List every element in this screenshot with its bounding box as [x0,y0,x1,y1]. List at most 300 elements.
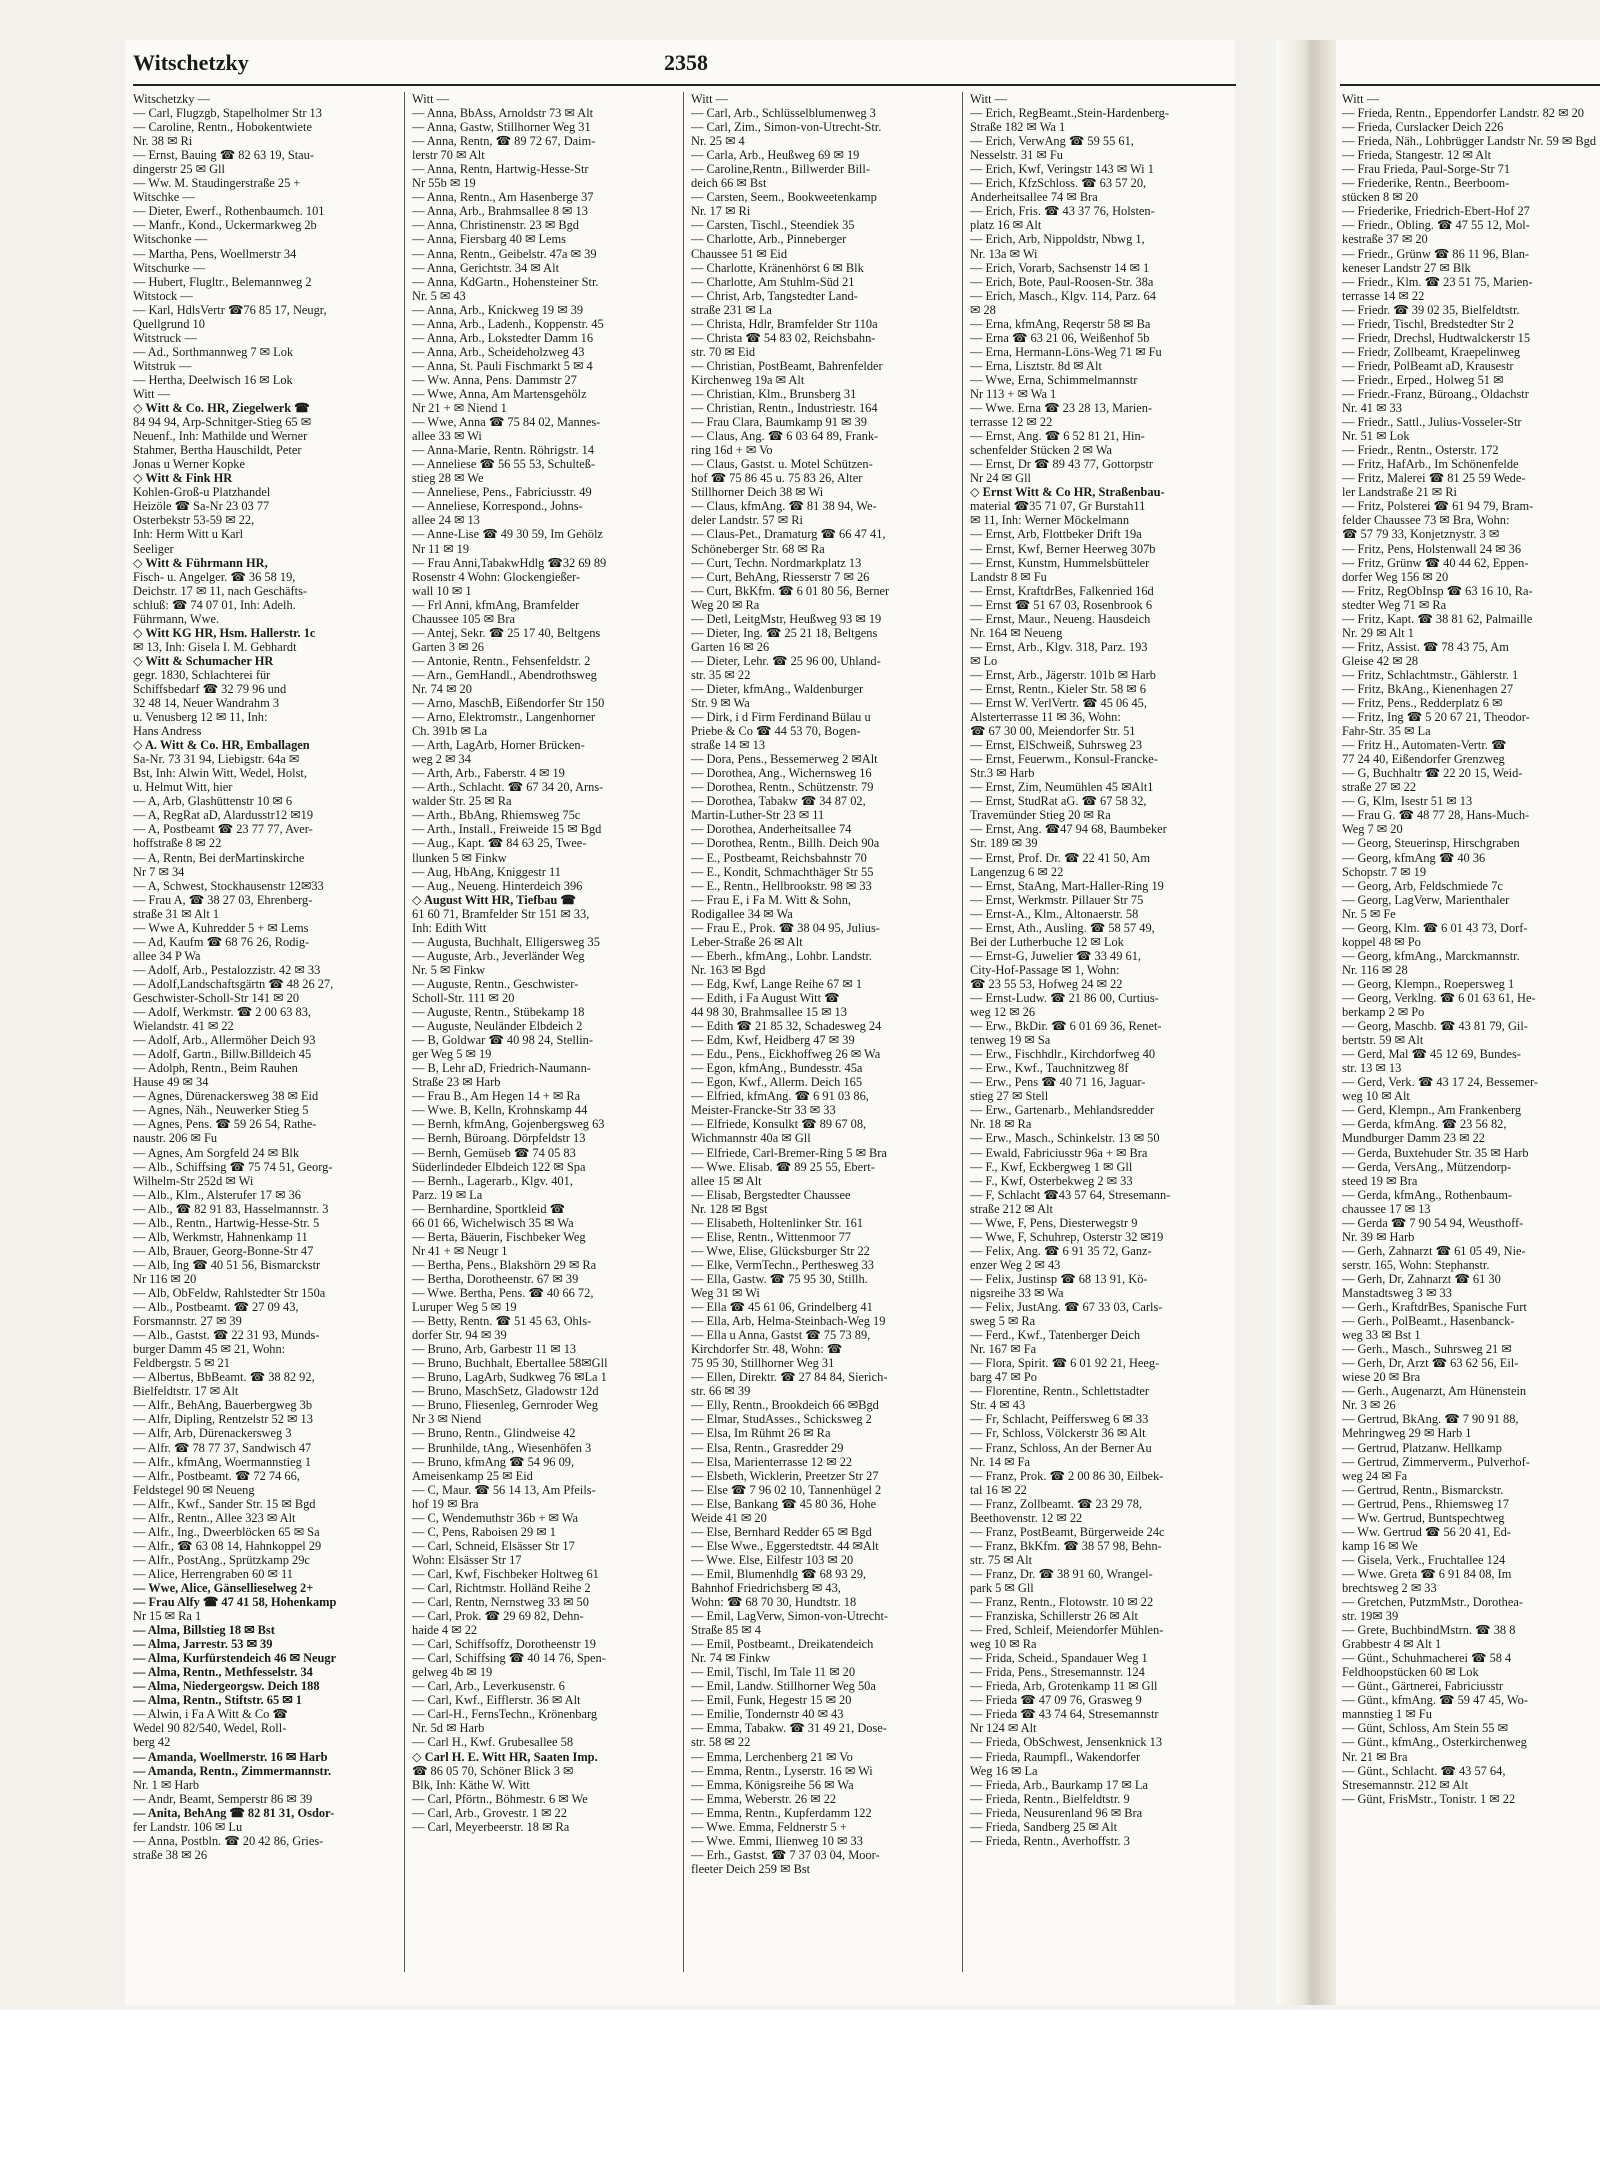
directory-entry: Weg 7 ✉ 20 [1342,822,1403,837]
directory-entry: — Erw., Masch., Schinkelstr. 13 ✉ 50 [970,1131,1160,1146]
directory-entry: Jonas u Werner Kopke [133,457,245,472]
directory-entry: — Ernst, Ang. ☎47 94 68, Baumbeker [970,822,1167,837]
directory-entry: — Christian, Klm., Brunsberg 31 [691,386,857,401]
directory-entry: Rosenstr 4 Wohn: Glockengießer- [412,569,581,584]
directory-entry: — Else, Bankang ☎ 45 80 36, Hohe [691,1496,877,1511]
directory-entry: — Erw., Pens ☎ 40 71 16, Jaguar- [970,1075,1146,1090]
directory-entry: — Dieter, Ewerf., Rothenbaumch. 101 [133,204,325,219]
directory-entry: — Alb., Gastst. ☎ 22 31 93, Munds- [133,1328,320,1343]
directory-entry: — Adolf, Gartn., Billw.Billdeich 45 [133,1047,312,1062]
directory-entry: — Dieter, kfmAng., Waldenburger [691,681,864,696]
directory-entry: 44 98 30, Brahmsallee 15 ✉ 13 [691,1005,847,1020]
directory-entry: — Alma, Niedergeorgsw. Deich 188 [133,1679,320,1694]
directory-entry: Witschetzky — [133,92,210,106]
directory-entry: — Günt., kfmAng., Osterkirchenweg [1342,1735,1527,1750]
directory-entry: Witt — [970,92,1008,106]
directory-entry: Führmann, Wwe. [133,611,220,626]
directory-entry: straße 14 ✉ 13 [691,738,766,753]
directory-entry: — Friedr, Zollbeamt, Kraepelinweg [1342,344,1521,359]
next-page-column [1342,92,1600,1806]
directory-entry: — Alb, Werkmstr, Hahnenkamp 11 [133,1229,308,1244]
directory-entry: str. 13 ✉ 13 [1342,1061,1402,1076]
directory-entry: — Georg, Verklng. ☎ 6 01 63 61, He- [1342,991,1536,1005]
directory-entry: u. Helmut Witt, hier [133,780,233,795]
directory-entry: — Alice, Herrengraben 60 ✉ 11 [133,1566,293,1581]
directory-entry: — Eberh., kfmAng., Lohbr. Landstr. [691,948,873,963]
directory-entry: — Alb, Ing ☎ 40 51 56, Bismarckstr [133,1257,321,1272]
directory-entry: — Alma, Billstieg 18 ✉ Bst [133,1623,275,1638]
directory-entry: — Georg, LagVerw, Marienthaler [1342,892,1510,907]
directory-entry: chaussee 17 ✉ 13 [1342,1201,1431,1216]
directory-entry: — Anna, Arb., Scheideholzweg 43 [412,344,585,359]
directory-entry: Nr. 29 ✉ Alt 1 [1342,625,1414,640]
directory-entry: — Ww. Gertrud, Buntspechtweg [1342,1510,1505,1525]
directory-entry: — Carla, Arb., Heußweg 69 ✉ 19 [691,148,860,163]
directory-entry: — Detl, LeitgMstr, Heußweg 93 ✉ 19 [691,611,882,626]
directory-entry: — Carl, Pförtn., Böhmestr. 6 ✉ We [412,1791,588,1806]
directory-entry: — Fr, Schlacht, Peiffersweg 6 ✉ 33 [970,1412,1149,1427]
directory-entry: — Caroline,Rentn., Billwerder Bill- [691,162,870,177]
directory-entry: — Frau Clara, Baumkamp 91 ✉ 39 [691,415,867,430]
directory-entry: — Carsten, Tischl., Steendiek 35 [691,218,855,233]
directory-entry: — Ernst, Arb., Jägerstr. 101b ✉ Harb [970,667,1156,682]
directory-entry: terrasse 14 ✉ 22 [1342,288,1425,303]
directory-entry: — C, Maur. ☎ 56 14 13, Am Pfeils- [412,1482,596,1497]
directory-entry: ☎ 86 05 70, Schöner Blick 3 ✉ [412,1763,574,1778]
directory-entry: — Erich, KfzSchloss. ☎ 63 57 20, [970,176,1147,191]
directory-entry: — Gerh, Zahnarzt ☎ 61 05 49, Nie- [1342,1243,1526,1258]
directory-entry: — Georg, Klempn., Roepersweg 1 [1342,976,1515,991]
directory-entry: — Curt, BehAng, Riesserstr 7 ✉ 26 [691,569,870,584]
directory-entry: Wohn: Elsässer Str 17 [412,1552,522,1567]
column-2 [412,92,674,1834]
directory-entry: — Friedr., Erped., Holweg 51 ✉ [1342,372,1504,387]
directory-entry: Nr 41 + ✉ Neugr 1 [412,1243,508,1258]
directory-entry: Beethovenstr. 12 ✉ 22 [970,1510,1083,1525]
directory-entry: — Fritz, BkAng., Kienenhagen 27 [1342,681,1514,696]
directory-entry: — Martha, Pens, Woellmerstr 34 [133,246,297,261]
directory-entry: 75 95 30, Stillhorner Weg 31 [691,1356,835,1371]
directory-entry: ☎ 57 79 33, Konjetznystr. 3 ✉ [1342,527,1500,542]
directory-entry: — Frau Alfy ☎ 47 41 58, Hohenkamp [133,1595,337,1610]
directory-entry: — Alma, Rentn., Stiftstr. 65 ✉ 1 [133,1693,302,1708]
directory-entry: — Günt., Gärtnerei, Fabriciusstr [1342,1679,1504,1694]
directory-entry: Travemünder Stieg 20 ✉ Ra [970,808,1111,823]
directory-entry: — Emma, Königsreihe 56 ✉ Wa [691,1777,854,1792]
directory-entry: — Emil, Postbeamt., Dreikatendeich [691,1637,874,1652]
directory-entry: — Christian, PostBeamt, Bahrenfelder [691,358,883,373]
directory-entry: — Anneliese ☎ 56 55 53, Schulteß- [412,457,596,472]
directory-entry: — Ernst, Kwf, Berner Heerweg 307b [970,541,1156,556]
directory-entry: fer Landstr. 106 ✉ Lu [133,1819,243,1834]
directory-entry: — Anna, Arb., Brahmsallee 8 ✉ 13 [412,204,588,219]
directory-entry: — Wwe. Elisab. ☎ 89 25 55, Ebert- [691,1159,875,1174]
directory-entry: — Agnes, Dürenackersweg 38 ✉ Eid [133,1089,319,1104]
directory-entry: — Carl, Meyerbeerstr. 18 ✉ Ra [412,1819,570,1834]
directory-entry: Nr 116 ✉ 20 [133,1271,197,1286]
directory-entry: Nr. 128 ✉ Bgst [691,1201,768,1216]
directory-entry: — Wwe. B, Kelln, Krohnskamp 44 [412,1103,588,1118]
directory-entry: Nr. 74 ✉ 20 [412,681,472,696]
directory-entry: — Wwe. Emmi, Ilienweg 10 ✉ 33 [691,1833,863,1848]
directory-entry: — Fritz, Schlachtmstr., Gählerstr. 1 [1342,667,1519,682]
directory-entry: — Aug., Neueng. Hinterdeich 396 [412,878,583,893]
directory-entry: Stresemannstr. 212 ✉ Alt [1342,1777,1469,1792]
directory-entry: Nr 15 ✉ Ra 1 [133,1609,202,1624]
directory-entry: — Wwe, F, Schuhrep, Osterstr 32 ✉19 [970,1229,1164,1244]
directory-entry: Nr. 13a ✉ Wi [970,246,1038,261]
directory-entry: Stillhorner Deich 38 ✉ Wi [691,485,824,500]
directory-entry: — Ernst-A., Klm., Altonaerstr. 58 [970,906,1139,921]
directory-entry: — Friedr., Rentn., Osterstr. 172 [1342,443,1499,458]
directory-entry: Nr. 17 ✉ Ri [691,204,751,219]
directory-entry: — Ella, Gastw. ☎ 75 95 30, Stillh. [691,1271,868,1286]
directory-entry: Wedel 90 82/540, Wedel, Roll- [133,1721,287,1736]
directory-entry: — Erh., Gastst. ☎ 7 37 03 04, Moor- [691,1847,880,1862]
directory-entry: 84 94 94, Arp-Schnitger-Stieg 65 ✉ [133,415,312,430]
directory-entry: — Frieda, Rentn., Averhoffstr. 3 [970,1833,1130,1848]
directory-entry: — Friedr, PolBeamt aD, Krausestr [1342,358,1514,373]
directory-entry: Alsterterrasse 11 ✉ 36, Wohn: [970,710,1121,725]
directory-entry: — Anna, Gerichtstr. 34 ✉ Alt [412,260,560,275]
directory-entry: — Elly, Rentn., Brookdeich 66 ✉Bgd [691,1398,879,1413]
directory-entry: Weg 20 ✉ Ra [691,597,760,612]
directory-entry: Nr. 74 ✉ Finkw [691,1651,771,1666]
directory-entry: — Arth., Schlacht. ☎ 67 34 20, Arns- [412,780,604,795]
directory-entry: — Friederike, Friedrich-Ebert-Hof 27 [1342,204,1530,219]
directory-entry: — Frieda, Curslacker Deich 226 [1342,120,1504,135]
directory-entry: — Georg, Maschb. ☎ 43 81 79, Gil- [1342,1019,1528,1034]
directory-entry: — Emma, Tabakw. ☎ 31 49 21, Dose- [691,1721,887,1736]
directory-entry: fleeter Deich 259 ✉ Bst [691,1861,811,1876]
directory-entry: Parz. 19 ✉ La [412,1187,483,1202]
directory-entry: ◇ A. Witt & Co. HR, Emballagen [133,738,310,753]
directory-entry: — Ww. Gertrud ☎ 56 20 41, Ed- [1342,1524,1511,1539]
directory-entry: — Frau A, ☎ 38 27 03, Ehrenberg- [133,892,313,907]
directory-entry: Fahr-Str. 35 ✉ La [1342,724,1431,739]
directory-entry: — Arno, MaschB, Eißendorfer Str 150 [412,696,605,711]
directory-entry: — Arn., GemHandl., Abendrothsweg [412,667,597,682]
next-page-header-rule [1340,84,1600,86]
directory-entry: weg 10 ✉ Ra [970,1637,1037,1652]
directory-entry: Süderlindeder Elbdeich 122 ✉ Spa [412,1159,586,1174]
directory-entry: — Bernh, kfmAng, Gojenbergsweg 63 [412,1117,605,1132]
directory-entry: Nr. 116 ✉ 28 [1342,962,1408,977]
directory-entry: — Günt, FrisMstr., Tonistr. 1 ✉ 22 [1342,1791,1516,1806]
directory-entry: — Franz, Zollbeamt. ☎ 23 29 78, [970,1496,1143,1511]
directory-entry: — Bruno, LagArb, Sudkweg 76 ✉La 1 [412,1370,607,1385]
column-divider [404,92,405,1972]
directory-entry: — Adolf, Arb., Pestalozzistr. 42 ✉ 33 [133,962,321,977]
directory-entry: Fisch- u. Angelger. ☎ 36 58 19, [133,569,296,584]
directory-entry: — Elsa, Rentn., Grasredder 29 [691,1440,844,1455]
directory-entry: straße 212 ✉ Alt [970,1201,1053,1216]
directory-entry: — Emma, Lerchenberg 21 ✉ Vo [691,1749,853,1764]
directory-entry: Deichstr. 17 ✉ 11, nach Geschäfts- [133,583,308,598]
directory-entry: — Bernhardine, Sportkleid ☎ [412,1201,566,1216]
directory-entry: — Emil, Blumenhdlg ☎ 68 93 29, [691,1566,867,1581]
directory-entry: str. 35 ✉ 22 [691,667,751,682]
directory-entry: — Friedr., Obling. ☎ 47 55 12, Mol- [1342,218,1530,233]
directory-entry: — Charlotte, Kränenhörst 6 ✉ Blk [691,260,864,275]
directory-entry: — Agnes, Pens. ☎ 59 26 54, Rathe- [133,1117,317,1132]
directory-entry: stieg 28 ✉ We [412,471,484,486]
directory-entry: stücken 8 ✉ 20 [1342,190,1419,205]
blank-margin [0,2010,1600,2177]
directory-entry: — Fritz, Polsterei ☎ 61 94 79, Bram- [1342,499,1534,514]
directory-entry: Straße 182 ✉ Wa 1 [970,120,1066,135]
directory-entry: — Fritz, Assist. ☎ 78 43 75, Am [1342,639,1509,654]
directory-entry: — Ernst, Werkmstr. Pillauer Str 75 [970,892,1144,907]
directory-entry: — Anneliese, Pens., Fabriciusstr. 49 [412,485,592,500]
directory-entry: — Anna, Arb., Ladenh., Koppenstr. 45 [412,316,604,331]
directory-entry: — Alfr., Postbeamt. ☎ 72 74 66, [133,1468,300,1483]
directory-entry: — Gerda, Buxtehuder Str. 35 ✉ Harb [1342,1145,1529,1160]
directory-entry: — Franz, PostBeamt, Bürgerweide 24c [970,1524,1165,1539]
directory-entry: lerstr 70 ✉ Alt [412,148,485,163]
directory-entry: — Carl-H., FernsTechn., Krönenbarg [412,1707,598,1722]
directory-entry: Witt — [412,92,450,106]
directory-entry: — Hubert, Flugltr., Belemannweg 2 [133,274,312,289]
directory-entry: — Dorothea, Rentn., Billh. Deich 90a [691,836,880,851]
directory-entry: — Ernst, Arb., Klgv. 318, Parz. 193 [970,639,1148,654]
directory-entry: — Alfr., PostAng., Sprützkamp 29c [133,1552,310,1567]
directory-entry: — A, Schwest, Stockhausenstr 12✉33 [133,878,324,893]
directory-entry: — Elfriede, Konsulkt ☎ 89 67 08, [691,1117,867,1132]
directory-entry: — Gerh, Dr, Arzt ☎ 63 62 56, Eil- [1342,1356,1519,1371]
directory-entry: Nr 113 + ✉ Wa 1 [970,386,1057,401]
directory-entry: — Elsbeth, Wicklerin, Preetzer Str 27 [691,1468,879,1483]
directory-entry: mannstieg 1 ✉ Fu [1342,1707,1432,1722]
directory-entry: — Alb., ☎ 82 91 83, Hasselmannstr. 3 [133,1201,329,1216]
directory-entry: Manstadtsweg 3 ✉ 33 [1342,1285,1452,1300]
directory-entry: — Ferd., Kwf., Tatenberger Deich [970,1328,1141,1343]
directory-entry: dorfer Weg 156 ✉ 20 [1342,569,1449,584]
directory-entry: schluß: ☎ 74 07 01, Inh: Adelh. [133,597,296,612]
directory-entry: — Aug., Kapt. ☎ 84 63 25, Twee- [412,836,587,851]
directory-entry: — Dieter, Ing. ☎ 25 21 18, Beltgens [691,625,878,640]
directory-entry: — Erna ☎ 63 21 06, Weißenhof 5b [970,330,1150,345]
directory-entry: felder Chaussee 73 ✉ Bra, Wohn: [1342,513,1510,528]
directory-entry: — Frieda, Rentn., Bielfeldtstr. 9 [970,1791,1130,1806]
directory-entry: — Georg, Steuerinsp, Hirschgraben [1342,836,1520,851]
directory-entry: City-Hof-Passage ✉ 1, Wohn: [970,962,1120,977]
directory-entry: Schopstr. 7 ✉ 19 [1342,864,1427,879]
page-number: 2358 [664,50,708,75]
directory-entry: — Claus, Ang. ☎ 6 03 64 89, Frank- [691,429,879,444]
directory-entry: — G, Buchhaltr ☎ 22 20 15, Weid- [1342,766,1523,781]
directory-entry: — Bruno, Buchhalt, Ebertallee 58✉Gll [412,1356,608,1371]
directory-entry: — Gertrud, Platzanw. Hellkamp [1342,1440,1502,1455]
directory-entry: — Elise, Rentn., Wittenmoor 77 [691,1229,851,1244]
directory-entry: Quellgrund 10 [133,316,205,331]
directory-entry: — Erw., Fischhdlr., Kirchdorfweg 40 [970,1047,1156,1062]
directory-entry: — Dorothea, Anderheitsallee 74 [691,822,852,837]
directory-entry: — Elfried, kfmAng. ☎ 6 91 03 86, [691,1089,869,1104]
directory-entry: — Gerd, Mal ☎ 45 12 69, Bundes- [1342,1047,1521,1062]
directory-entry: — Else, Bernhard Redder 65 ✉ Bgd [691,1524,872,1539]
directory-entry: — Arth, Arb., Faberstr. 4 ✉ 19 [412,766,565,781]
directory-entry: — Frida, Scheid., Spandauer Weg 1 [970,1651,1148,1666]
directory-entry: nigsreihe 33 ✉ Wa [970,1285,1064,1300]
directory-entry: Weg 31 ✉ Wi [691,1285,760,1300]
directory-entry: Scholl-Str. 111 ✉ 20 [412,991,515,1005]
directory-entry: Nr. 18 ✉ Ra [970,1117,1032,1132]
directory-entry: Nr. 5 ✉ Fe [1342,906,1396,921]
directory-entry: Leber-Straße 26 ✉ Alt [691,934,803,949]
directory-entry: — Wwe. Else, Eilfestr 103 ✉ 20 [691,1552,854,1567]
directory-entry: — Alb., Klm., Alsterufer 17 ✉ 36 [133,1187,302,1202]
directory-entry: — Dirk, i d Firm Ferdinand Bülau u [691,710,871,725]
directory-entry: — Friedr.-Franz, Büroang., Oldachstr [1342,386,1529,401]
directory-entry: — Wwe, Anna ☎ 75 84 02, Mannes- [412,415,601,430]
directory-entry: — A, Arb, Glashüttenstr 10 ✉ 6 [133,794,293,809]
directory-entry: — Franz, BkKfm. ☎ 38 57 98, Behn- [970,1538,1162,1553]
directory-entry: sweg 5 ✉ Ra [970,1314,1036,1329]
directory-entry: Nr. 39 ✉ Harb [1342,1229,1415,1244]
directory-entry: — Christian, Rentn., Industriestr. 164 [691,401,878,416]
directory-entry: — Frau Frieda, Paul-Sorge-Str 71 [1342,162,1511,177]
directory-entry: — Caroline, Rentn., Hobokentwiete [133,120,312,135]
running-head: Witschetzky [133,50,249,75]
directory-entry: — Bruno, kfmAng ☎ 54 96 09, [412,1454,575,1469]
directory-entry: — Elsa, Marienterrasse 12 ✉ 22 [691,1454,853,1469]
directory-entry: Straße 85 ✉ 4 [691,1623,761,1638]
directory-entry: — Antonie, Rentn., Fehsenfeldstr. 2 [412,653,591,668]
directory-entry: — Alb., Postbeamt. ☎ 27 09 43, [133,1300,299,1315]
directory-entry: — Emil, Funk, Hegestr 15 ✉ 20 [691,1693,852,1708]
directory-entry: 32 48 14, Neuer Wandrahm 3 [133,696,280,711]
directory-entry: hoffstraße 8 ✉ 22 [133,836,222,851]
directory-entry: ◇ Witt & Co. HR, Ziegelwerk ☎ [133,401,310,416]
directory-entry: — Charlotte, Arb., Pinneberger [691,232,847,247]
directory-entry: Schöneberger Str. 68 ✉ Ra [691,541,825,556]
directory-entry: tenweg 19 ✉ Sa [970,1033,1051,1048]
directory-entry: — Ernst, Bauing ☎ 82 63 19, Stau- [133,148,314,163]
directory-entry: Witschurke — [133,260,206,275]
directory-entry: — Günt., Schlacht. ☎ 43 57 64, [1342,1763,1506,1778]
directory-entry: — Frieda, Raumpfl., Wakendorfer [970,1749,1141,1764]
directory-entry: — Franz, Schloss, An der Berner Au [970,1440,1152,1455]
directory-entry: Sa-Nr. 73 31 94, Liebigstr. 64a ✉ [133,752,300,767]
directory-entry: — Anna, BbAss, Arnoldstr 73 ✉ Alt [412,106,594,121]
directory-entry: ler Landstraße 21 ✉ Ri [1342,485,1457,500]
directory-entry: — Alfr., ☎ 63 08 14, Hahnkoppel 29 [133,1538,322,1553]
directory-entry: — A, Rentn, Bei derMartinskirche [133,850,305,865]
directory-entry: — Wwe A, Kuhredder 5 + ✉ Lems [133,920,309,935]
directory-entry: dingerstr 25 ✉ Gll [133,162,225,177]
directory-entry: — Anna, Rentn., Geibelstr. 47a ✉ 39 [412,246,597,261]
directory-entry: — Erich, Vorarb, Sachsenstr 14 ✉ 1 [970,260,1150,275]
directory-entry: — Anna, Fiersbarg 40 ✉ Lems [412,232,567,247]
directory-entry: Feldbergstr. 5 ✉ 21 [133,1356,230,1371]
directory-entry: Str. 9 ✉ Wa [691,696,750,711]
directory-entry: str. 75 ✉ Alt [970,1552,1033,1567]
directory-entry: — Carl, Schiffsing ☎ 40 14 76, Spen- [412,1651,606,1666]
directory-entry: — Felix, Ang. ☎ 6 91 35 72, Ganz- [970,1243,1152,1258]
directory-entry: — Frieda, ObSchwest, Jensenknick 13 [970,1735,1163,1750]
directory-entry: — Anna, Arb., Knickweg 19 ✉ 39 [412,302,584,317]
directory-entry: — Erw., BkDir. ☎ 6 01 69 36, Renet- [970,1019,1162,1034]
directory-entry: — Fritz H., Automaten-Vertr. ☎ [1342,738,1507,753]
directory-entry: — Friederike, Rentn., Beerboom- [1342,176,1510,191]
directory-entry: — Anna, Arb., Lokstedter Damm 16 [412,330,594,345]
directory-entry: Anderheitsallee 74 ✉ Bra [970,190,1098,205]
directory-entry: 77 24 40, Eißendorfer Grenzweg [1342,752,1505,767]
directory-entry: — Gertrud, BkAng. ☎ 7 90 91 88, [1342,1412,1519,1427]
directory-entry: Gleise 42 ✉ 28 [1342,653,1419,668]
directory-entry: Nr 124 ✉ Alt [970,1721,1037,1736]
directory-entry: Kohlen-Groß-u Platzhandel [133,485,271,500]
directory-entry: — Claus, kfmAng. ☎ 81 38 94, We- [691,499,877,514]
directory-entry: — Elisab, Bergstedter Chaussee [691,1187,851,1202]
directory-entry: 66 01 66, Wichelwisch 35 ✉ Wa [412,1215,574,1230]
directory-entry: Straße 23 ✉ Harb [412,1075,501,1090]
directory-entry: Kirchenweg 19a ✉ Alt [691,372,805,387]
directory-entry: — B, Goldwar ☎ 40 98 24, Stellin- [412,1033,593,1048]
directory-entry: str. 66 ✉ 39 [691,1384,751,1399]
directory-entry: — Fr, Schloss, Völckerstr 36 ✉ Alt [970,1426,1146,1441]
directory-entry: bertstr. 59 ✉ Alt [1342,1033,1424,1048]
directory-entry: — Fritz, RegObInsp ☎ 63 16 10, Ra- [1342,583,1533,598]
directory-entry: gegr. 1830, Schlachterei für [133,667,271,682]
directory-entry: — Andr, Beamt, Semperstr 86 ✉ 39 [133,1791,313,1806]
directory-entry: — Ernst, Zim, Neumühlen 45 ✉Alt1 [970,780,1154,795]
directory-entry: — Gretchen, PutzmMstr., Dorothea- [1342,1595,1524,1610]
directory-entry: — Augusta, Buchhalt, Elligersweg 35 [412,934,600,949]
directory-entry: Forsmannstr. 27 ✉ 39 [133,1314,242,1329]
directory-entry: — Frau E., Prok. ☎ 38 04 95, Julius- [691,920,880,935]
directory-entry: allee 34 P Wa [133,948,201,963]
directory-entry: — Erich, Fris. ☎ 43 37 76, Holsten- [970,204,1155,219]
directory-entry: — Georg, kfmAng ☎ 40 36 [1342,850,1486,865]
directory-entry: weg 12 ✉ 26 [970,1005,1036,1020]
directory-entry: — Dorothea, Rentn., Schützenstr. 79 [691,780,874,795]
directory-entry: — Carl H., Kwf. Grubesallee 58 [412,1735,574,1750]
directory-entry: — Anita, BehAng ☎ 82 81 31, Osdor- [133,1805,335,1820]
directory-entry: — Dieter, Lehr. ☎ 25 96 00, Uhland- [691,653,881,668]
directory-entry: — Erna, Lisztstr. 8d ✉ Alt [970,358,1102,373]
directory-entry: — Elke, VermTechn., Perthesweg 33 [691,1257,874,1272]
directory-entry: Witstruck — [133,330,197,345]
directory-entry: — Ernst, Arb, Flottbeker Drift 19a [970,527,1142,542]
directory-entry: — Carl, Kwf, Fischbeker Holtweg 61 [412,1566,599,1581]
directory-entry: — Fred, Schleif, Meiendorfer Mühlen- [970,1623,1164,1638]
directory-entry: — Wwe, Alice, Gänsellieselweg 2+ [133,1580,314,1595]
directory-entry: keneser Landstr 27 ✉ Blk [1342,260,1471,275]
directory-entry: — Alfr., Ing., Dweerblöcken 65 ✉ Sa [133,1524,320,1539]
directory-entry: dorfer Str. 94 ✉ 39 [412,1328,507,1343]
directory-entry: weg 10 ✉ Alt [1342,1089,1410,1104]
directory-entry: — Felix, JustAng. ☎ 67 33 03, Carls- [970,1300,1163,1315]
column-4 [970,92,1232,1848]
directory-entry: Witstock — [133,288,193,303]
directory-entry: — Wwe. Greta ☎ 6 91 84 08, Im [1342,1566,1512,1581]
directory-entry: — Fritz, Kapt. ☎ 38 81 62, Palmaille [1342,611,1533,626]
directory-entry: Nr. 164 ✉ Neueng [970,625,1063,640]
directory-entry: Osterbekstr 53-59 ✉ 22, [133,513,255,528]
directory-entry: Bei der Lutherbuche 12 ✉ Lok [970,934,1124,949]
directory-entry: — Elmar, StudAsses., Schicksweg 2 [691,1412,872,1427]
directory-entry: Str. 189 ✉ 39 [970,836,1038,851]
directory-entry: Martin-Luther-Str 23 ✉ 11 [691,808,825,823]
directory-entry: weg 2 ✉ 34 [412,752,471,767]
directory-entry: — Frieda ☎ 47 09 76, Grasweg 9 [970,1693,1142,1708]
directory-entry: — Emil, Tischl, Im Tale 11 ✉ 20 [691,1665,856,1680]
directory-entry: allee 33 ✉ Wi [412,429,482,444]
directory-entry: brechtsweg 2 ✉ 33 [1342,1580,1437,1595]
directory-entry: — Grete, BuchbindMstrn. ☎ 38 8 [1342,1623,1516,1638]
